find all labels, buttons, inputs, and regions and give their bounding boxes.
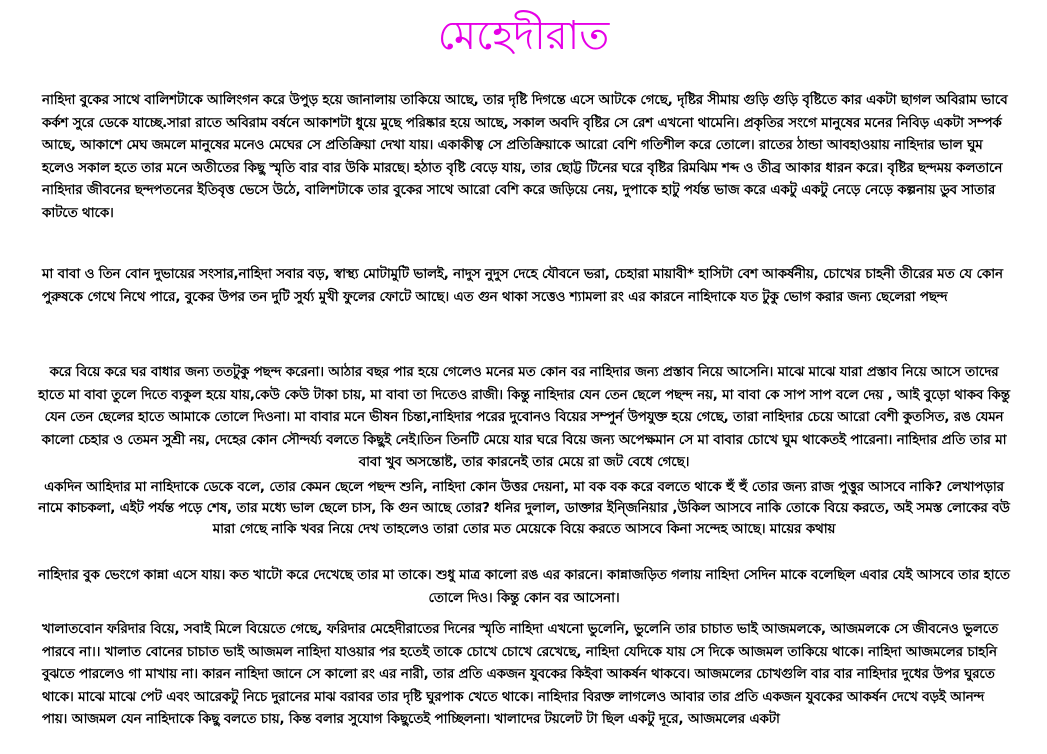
story-paragraph-3: করে বিয়ে করে ঘর বাধার জন্য ততটুকু পছন্দ করেনা। আঠার বছর পার হয়ে গেলেও মনের মত কোন বর নাহিদার জন্য প্রস্তাব নিয়ে আসেনি। মাঝে মাঝে যারা প্রস্তাব নিয়ে আসে তাদের হাতে মা বাবা তুলে দিতে ব্যকুল হয়ে যায়,কেউ কেউ টাকা চায়, মা বাবা তা দিতেও রাজী। কিন্তু নাহিদার যেন তেন ছেলে পছন্দ নয়, মা বাবা কে সাপ সাপ বলে দেয় , আই বুড়ো থাকব কিন্তু যেন তেন ছেলের হাতে আমাকে তোলে দিওনা। মা বাবার মনে ভীষন চিন্তা,নাহিদার পরের দুবোনও বিয়ের সম্পুর্ন উপযুক্ত হয়ে গেছে, তারা নাহিদার চেয়ে আরো বেশী কুতসিত, রঙ যেমন কালো চেহার ও তেমন সুশ্রী নয়, দেহের কোন সৌন্দর্য্য বলতে কিছুই নেই।তিন তিনটি মেয়ে যার ঘরে বিয়ে জন্য অপেক্ষমান সে মা বাবার চোখে ঘুম থাকেতই পারেনা। নাহিদার প্রতি তার মা বাবা খুব অসন্তোষ্ট, তার কারনেই তার মেয়ে রা জট বেধে গেছে।	[38, 365, 1010, 471]
story-paragraph-2: মা বাবা ও তিন বোন দুভায়ের সংসার,নাহিদা সবার বড়, স্বাস্থ্য মোটামুটি ভালই, নাদুস নুদুস দেহে যৌবনে ভরা, চেহারা মায়াবী* হাসিটা বেশ আকর্ষনীয়, চোখের চাহনী তীরের মত যে কোন পুরুষকে গেথে নিথে পারে, বুকের উপর তন দুটি সুর্য্য মুখী ফুলের ফোটে আছে। এত গুন থাকা সত্তেও শ্যামলা রং এর কারনে নাহিদাকে যত টুকু ভোগ করার জন্য ছেলেরা পছন্দ	[42, 267, 1003, 305]
document-title: মেহেদীরাত	[437, 13, 610, 59]
story-paragraph-1: নাহিদা বুকের সাথে বালিশটাকে আলিংগন করে উপুড় হয়ে জানালায় তাকিয়ে আছে, তার দৃষ্টি দিগন্তে এসে আটকে গেছে, দৃষ্টির সীমায় গুড়ি গুড়ি বৃষ্টিতে কার একটা ছাগল অবিরাম ভাবে কর্কশ সুরে ডেকে যাচ্ছে.সারা রাতে অবিরাম বর্ষনে আকাশটা ধুয়ে মুছে পরিষ্কার হয়ে আছে, সকাল অবদি বৃষ্টির সে রেশ এখনো থামেনি। প্রকৃতির সংগে মানুষের মনের নিবিড় একটা সম্পর্ক আছে, আকাশে মেঘ জমলে মানুষের মনেও মেঘের সে প্রতিক্রিয়া দেখা যায়। একাকীত্ব সে প্রতিক্রিয়াকে আরো বেশি গতিশীল করে তোলে। রাতের ঠান্ডা আবহাওয়ায় নাহিদার ভাল ঘুম হলেও সকাল হতে তার মনে অতীতের কিছু স্মৃতি বার বার উকি মারছে। হঠাত বৃষ্টি বেড়ে যায়, তার ছোট্ট টিনের ঘরে বৃষ্টির রিমঝিম শব্দ ও তীব্র আকার ধারন করে। বৃষ্টির ছন্দময় কলতানে নাহিদার জীবনের ছন্দপতনের ইতিবৃত্ত ভেসে উঠে, বালিশটাকে তার বুকের সাথে আরো বেশি করে জড়িয়ে নেয়, দুপাকে হাটু পর্যন্ত ভাজ করে একটু একটু নেড়ে নেড়ে কল্পনায় ডুব সাতার কাটতে থাকে।	[42, 93, 1008, 221]
story-paragraph-5: নাহিদার বুক ভেংগে কান্না এসে যায়। কত খাটো করে দেখেছে তার মা তাকে। শুধু মাত্র কালো রঙ এর কারনে। কান্নাজড়িত গলায় নাহিদা সেদিন মাকে বলেছিল এবার যেই আসবে তার হাতে তোলে দিও। কিন্তু কোন বর আসেনা।	[38, 568, 1010, 606]
story-paragraph-4: একদিন আহিদার মা নাহিদাকে ডেকে বলে, তোর কেমন ছেলে পছন্দ শুনি, নাহিদা কোন উত্তর দেয়না, মা বক বক করে বলতে থাকে হুঁ হুঁ তোর জন্য রাজ পুত্তুর আসবে নাকি? লেখাপড়ার নামে কাচকলা, এইট পর্যন্ত পড়ে শেষ, তার মধ্যে ভাল ছেলে চাস, কি গুন আছে তোর? ধনির দুলাল, ডাক্তার ইন্জিনিয়ার ,উকিল আসবে নাকি তোকে বিয়ে করতে, অই সমস্ত লোকের বউ মারা গেছে নাকি খবর নিয়ে দেখ তাহলেও তারা তোর মত মেয়েকে বিয়ে করতে আসবে কিনা সন্দেহ আছে। মায়ের কথায়	[38, 480, 1010, 538]
story-paragraph-6: খালাতবোন ফরিদার বিয়ে, সবাই মিলে বিয়েতে গেছে, ফরিদার মেহেদীরাতের দিনের স্মৃতি নাহিদা এখনো ভুলেনি, ভুলেনি তার চাচাত ভাই আজমলকে, আজমলকে সে জীবনেও ভুলতে পারবে না।। খালাত বোনের চাচাত ভাই আজমল নাহিদা যাওয়ার পর হতেই তাকে চোখে চোখে রেখেছে, নাহিদা যেদিকে যায় সে দিকে আজমল তাকিয়ে থাকে। নাহিদা আজমলের চাহনি বুঝতে পারলেও গা মাখায় না। কারন নাহিদা জানে সে কালো রং এর নারী, তার প্রতি একজন যুবকের কিইবা আকর্ষন থাকবে। আজমলের চোখগুলি বার বার নাহিদার দুধের উপর ঘুরতে থাকে। মাঝে মাঝে পেট এবং আরেকটু নিচে দুরানের মাঝ বরাবর তার দৃষ্টি ঘুরপাক খেতে থাকে। নাহিদার বিরক্ত লাগলেও আবার তার প্রতি একজন যুবকের আকর্ষন দেখে বড়ই আনন্দ পায়। আজমল যেন নাহিদাকে কিছু বলতে চায়, কিন্ত বলার সুযোগ কিছুতেই পাচ্ছিলনা। খালাদের টয়লেট টা ছিল একটু দূরে, আজমলের একটা	[42, 622, 998, 728]
